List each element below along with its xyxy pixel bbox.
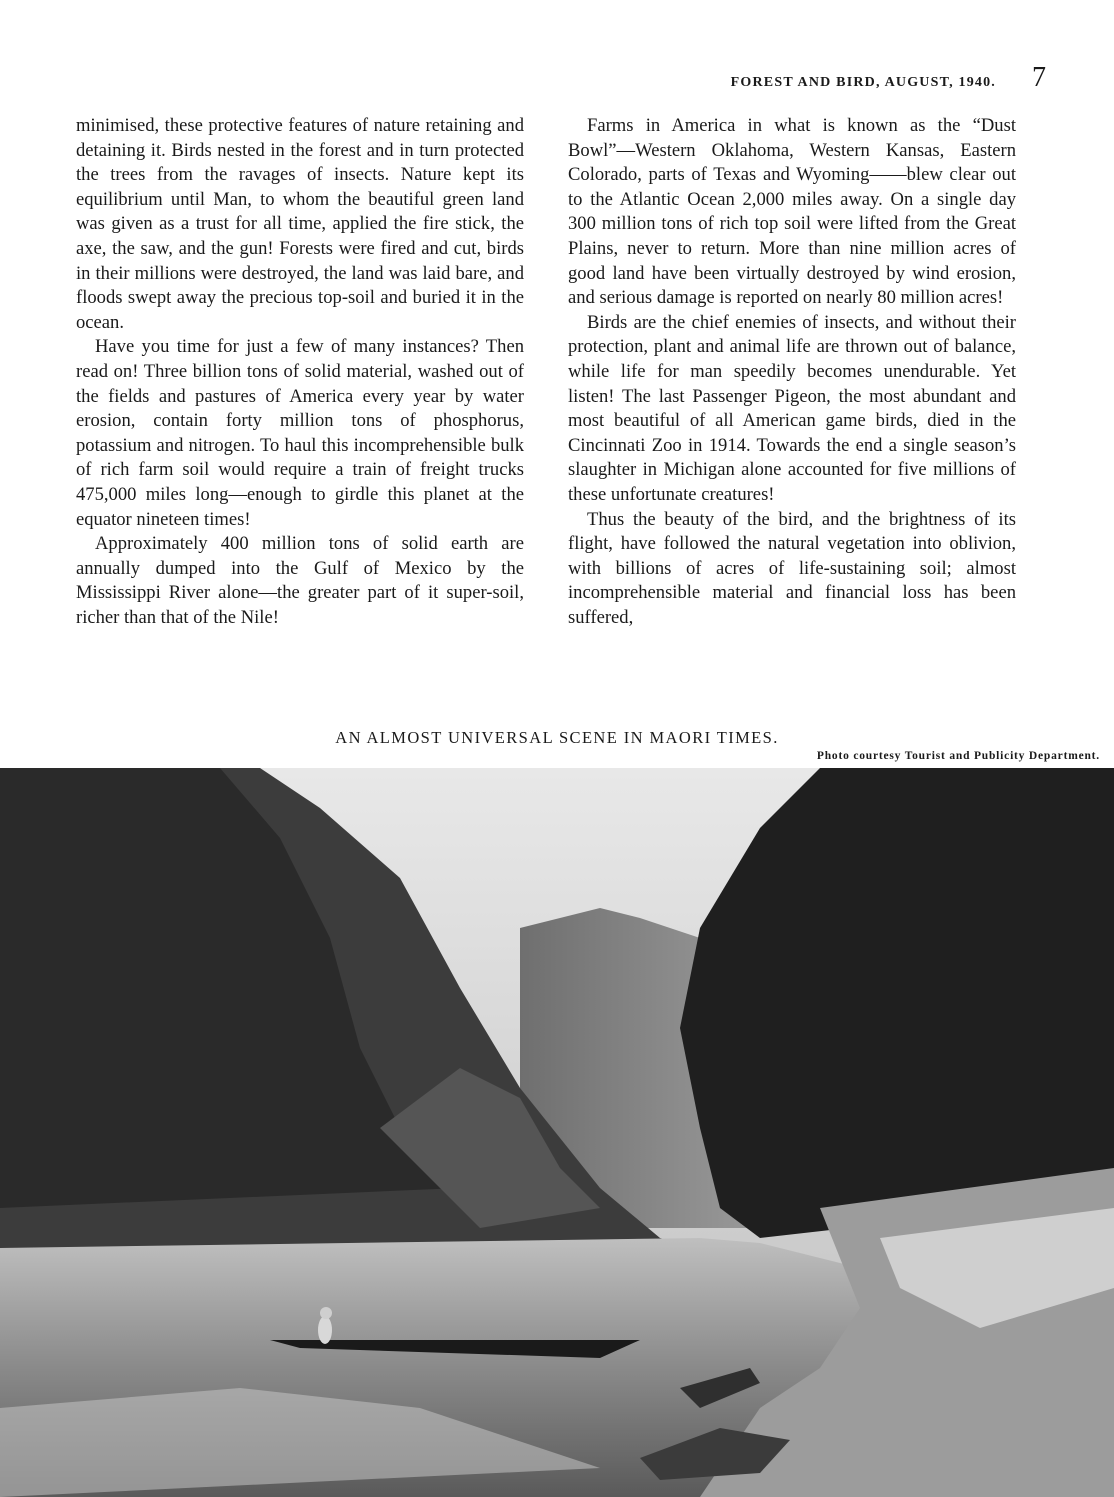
paragraph: Birds are the chief enemies of insects, and without their protection, plant and animal life are thrown out of balance, while life for man speedily becomes unendurable. Yet listen! The last Passenger Pigeon, the most abundant and most beautiful of all American game birds, died in the Cincinnati Zoo in 1914. Towards the end a single season’s slaughter in Michigan alone accounted for five millions of these unfortunate creatures! bbox=[568, 311, 1016, 505]
right-column bbox=[568, 114, 1016, 630]
running-head: FOREST AND BIRD, AUGUST, 1940. bbox=[730, 75, 996, 90]
figure-caption: AN ALMOST UNIVERSAL SCENE IN MAORI TIMES. bbox=[335, 728, 779, 747]
river-canoe-photo bbox=[0, 768, 1114, 1497]
page-header bbox=[731, 62, 1046, 94]
page-number: 7 bbox=[1032, 62, 1046, 93]
paragraph: minimised, these protective features of nature retaining and detaining it. Birds nested in the forest and in turn protected the trees from the ravages of insects. Nature kept its equilibrium until Man, to whom the beautiful green land was given as a trust for all time, applied the fire stick, the axe, the saw, and the gun! Forests were fired and cut, birds in their millions were destroyed, the land was laid bare, and floods swept away the precious top-soil and buried it in the ocean. bbox=[76, 115, 524, 333]
paragraph: Farms in America in what is known as the “Dust Bowl”—Western Oklahoma, Western Kansas, Eastern Colorado, parts of Texas and Wyoming——blew clear out to the Atlantic Ocean 2,000 miles away. On a single day 300 million tons of rich top soil were lifted from the Great Plains, never to return. More than nine million acres of good land have been virtually destroyed by wind erosion, and serious damage is reported on nearly 80 million acres! bbox=[568, 115, 1016, 309]
paragraph: Thus the beauty of the bird, and the brightness of its flight, have followed the natural vegetation into oblivion, with billions of acres of life-sustaining soil; almost incomprehensible material and financial loss has been suffered, bbox=[568, 508, 1016, 628]
left-column bbox=[76, 114, 524, 630]
paddler bbox=[318, 1316, 332, 1344]
paragraph: Approximately 400 million tons of solid earth are annually dumped into the Gulf of Mexico by the Mississippi River alone—the greater part of it super-soil, richer than that of the Nile! bbox=[76, 533, 524, 628]
paddler-head bbox=[320, 1307, 332, 1319]
photo-credit: Photo courtesy Tourist and Publicity Department. bbox=[816, 750, 1100, 762]
photo-illustration bbox=[0, 768, 1114, 1497]
paragraph: Have you time for just a few of many instances? Then read on! Three billion tons of solid material, washed out of the fields and pastures of America every year by water erosion, contain forty million tons of phosphorus, potassium and nitrogen. To haul this incomprehensible bulk of rich farm soil would require a train of freight trucks 475,000 miles long—enough to girdle this planet at the equator nineteen times! bbox=[76, 336, 524, 530]
